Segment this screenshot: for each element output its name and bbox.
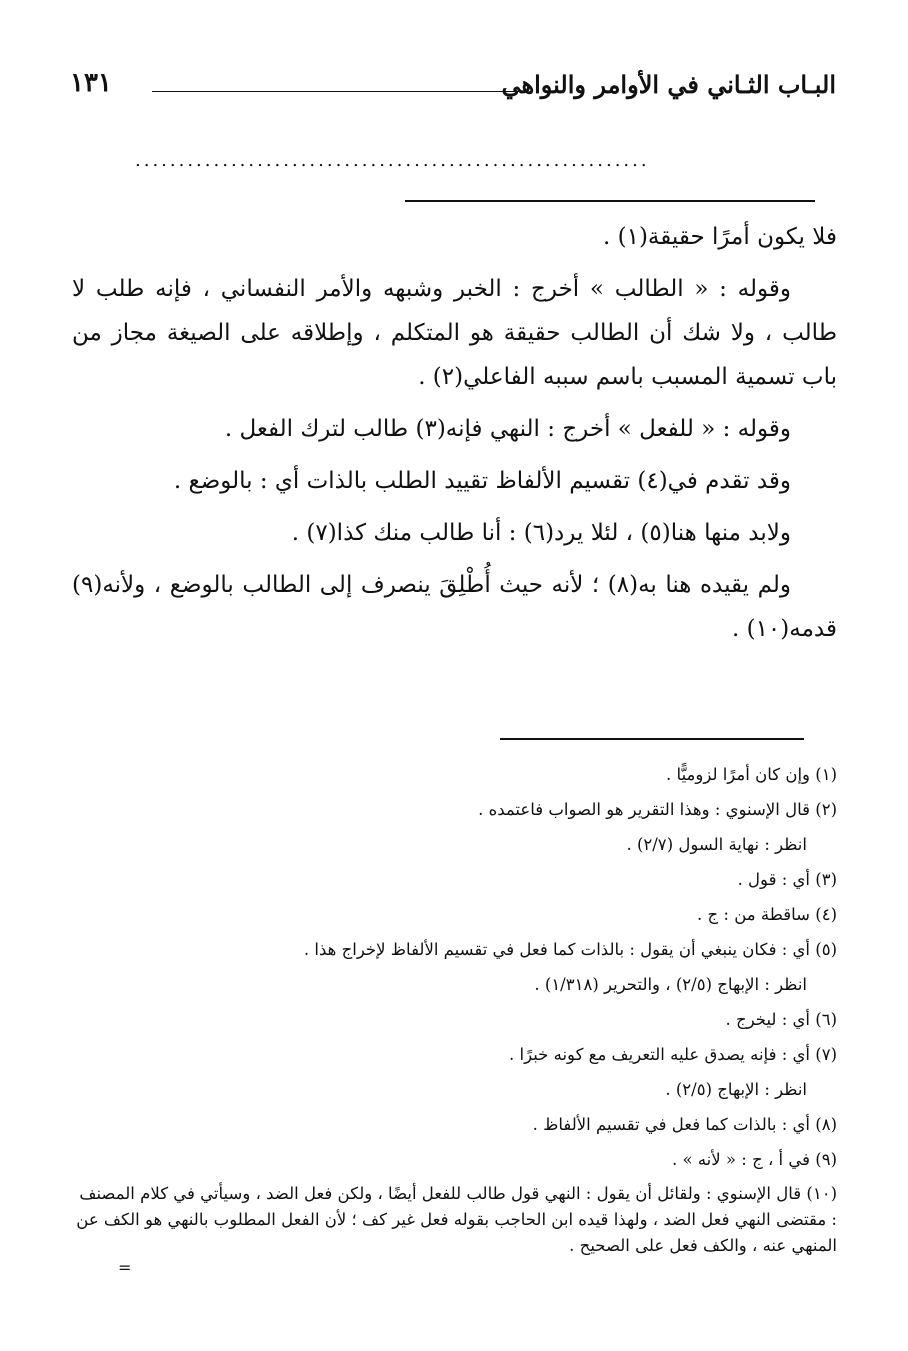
continuation-mark: = (118, 1258, 132, 1277)
footnote-reference: انظر : نهاية السول (٢/٧) . (626, 835, 807, 854)
footnote-reference: انظر : الإبهاج (٢/٥) ، والتحرير (١/٣١٨) . (534, 975, 807, 994)
main-text (72, 215, 837, 659)
footnote: (٢) قال الإسنوي : وهذا التقرير هو الصواب فاعتمده . (478, 800, 837, 819)
header-rule (152, 91, 522, 92)
top-rule (405, 200, 815, 202)
footnote: (٤) ساقطة من : ج . (697, 905, 837, 924)
footnote: (٥) أي : فكان ينبغي أن يقول : بالذات كما فعل في تقسيم الألفاظ لإخراج هذا . (303, 940, 837, 959)
footnote-reference: انظر : الإبهاج (٢/٥) . (665, 1080, 807, 1099)
footnote: (١) وإن كان أمرًا لزوميًّا . (666, 765, 837, 784)
footnote: (٩) في أ ، ج : « لأنه » . (672, 1150, 837, 1169)
footnote: (٦) أي : ليخرج . (725, 1010, 837, 1029)
footnote: (٧) أي : فإنه يصدق عليه التعريف مع كونه خبرًا . (509, 1045, 837, 1064)
paragraph: وقوله : « الطالب » أخرج : الخبر وشبهه والأمر النفساني ، فإنه طلب لا طالب ، ولا شك أن الطالب حقيقة هو المتكلم ، وإطلاقه على الصيغة مجاز من باب تسمية المسبب باسم سببه الفاعلي(٢) . (72, 276, 837, 390)
paragraph: وقوله : « للفعل » أخرج : النهي فإنه(٣) طالب لترك الفعل . (224, 416, 791, 442)
page-number: ١٣١ (70, 68, 112, 98)
footnote: (٣) أي : قول . (737, 870, 837, 889)
footnote: (١٠) قال الإسنوي : ولقائل أن يقول : النهي قول طالب للفعل أيضًا ، ولكن فعل الضد ، وسيأتي في كلام المصنف : مقتضى النهي فعل الضد ، ولهذا قيده ابن الحاجب بقوله فعل غير كف ؛ لأن الفعل المطلوب بالنهي هو الكف عن المنهي عنه ، والكف فعل على الصحيح . (76, 1184, 837, 1255)
footnote-rule (500, 738, 804, 740)
paragraph: وقد تقدم في(٤) تقسيم الألفاظ تقييد الطلب بالذات أي : بالوضع . (173, 468, 791, 494)
dotted-separator: ........................................................... (135, 150, 650, 171)
paragraph: ولم يقيده هنا به(٨) ؛ لأنه حيث أُطْلِقَ ينصرف إلى الطالب بالوضع ، ولأنه(٩) قدمه(١٠) . (72, 572, 837, 642)
paragraph: ولابد منها هنا(٥) ، لئلا يرد(٦) : أنا طالب منك كذا(٧) . (291, 520, 791, 546)
footnotes (72, 757, 837, 1259)
paragraph: فلا يكون أمرًا حقيقة(١) . (602, 224, 837, 250)
running-title: البـاب الثـاني في الأوامر والنواهي (501, 70, 836, 99)
footnote: (٨) أي : بالذات كما فعل في تقسيم الألفاظ . (532, 1115, 837, 1134)
